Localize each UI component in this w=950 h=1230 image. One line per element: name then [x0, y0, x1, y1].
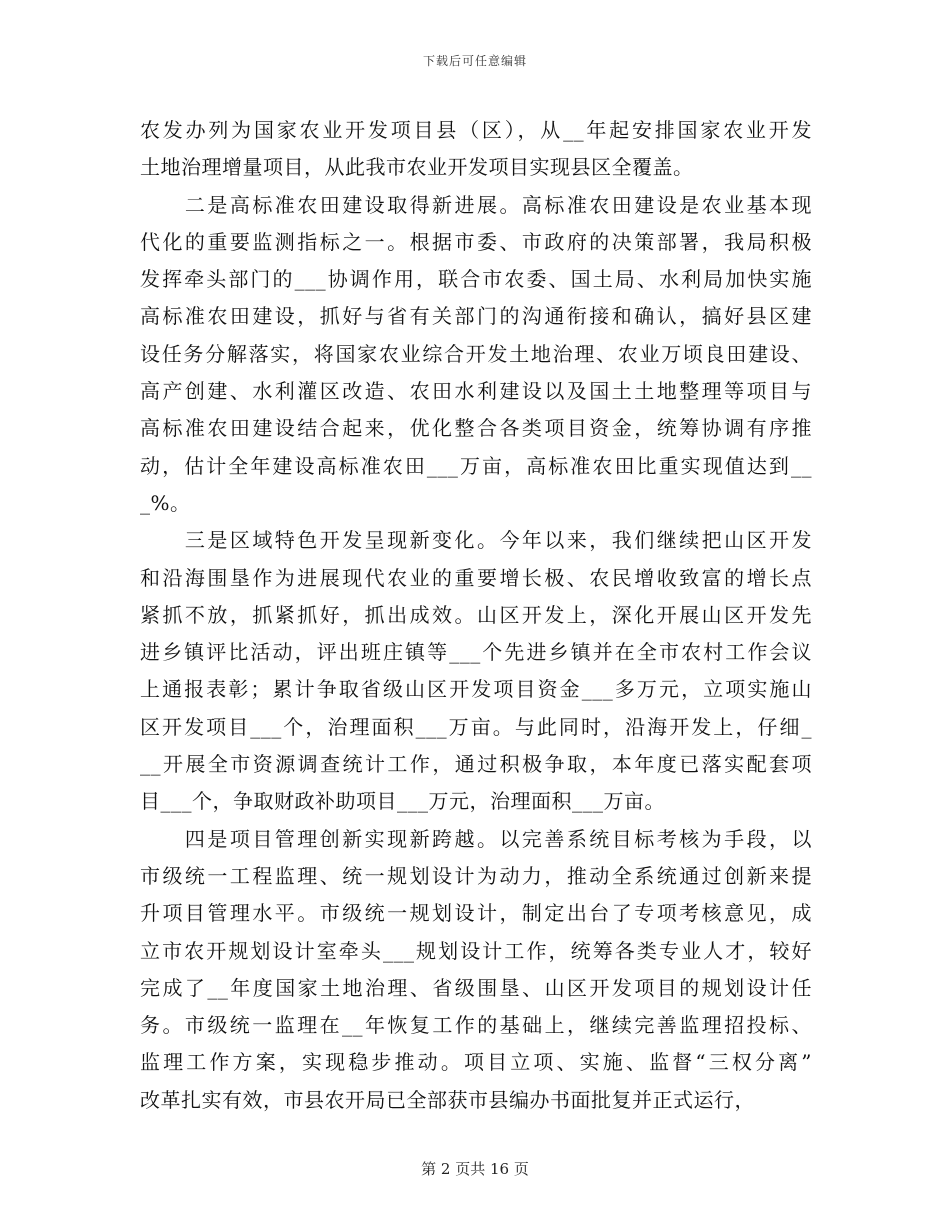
paragraph-line: 高标准农田建设结合起来，优化整合各类项目资金，统筹协调有序推 [140, 416, 812, 441]
paragraph-line: 进乡镇评比活动，评出班庄镇等___个先进乡镇并在全市农村工作会议 [140, 640, 812, 665]
paragraph-line: 区开发项目___个，治理面积___万亩。与此同时，沿海开发上，仔细_ [140, 714, 812, 739]
page-number-footer: 第 2 页共 16 页 [421, 1160, 529, 1178]
paragraph-line: 四是项目管理创新实现新跨越。以完善系统目标考核为手段，以 [140, 826, 812, 851]
paragraph-line: 完成了__年度国家土地治理、省级围垦、山区开发项目的规划设计任 [140, 975, 812, 1000]
paragraph-line: 农发办列为国家农业开发项目县（区），从__年起安排国家农业开发 [140, 118, 812, 142]
paragraph-line: 务。市级统一监理在__年恢复工作的基础上，继续完善监理招投标、 [140, 1013, 812, 1038]
paragraph-line: 设任务分解落实，将国家农业综合开发土地治理、农业万顷良田建设、 [140, 341, 812, 366]
page-header-note: 下载后可任意编辑 [422, 54, 527, 68]
paragraph-line: 立市农开规划设计室牵头___规划设计工作，统筹各类专业人才，较好 [140, 938, 812, 963]
paragraph-line: 改革扎实有效，市县农开局已全部获市县编办书面批复并正式运行， [140, 1087, 755, 1112]
paragraph-line: _%。 [140, 490, 191, 515]
paragraph-line: __开展全市资源调查统计工作，通过积极争取，本年度已落实配套项 [140, 752, 812, 777]
paragraph-line: 二是高标准农田建设取得新进展。高标准农田建设是农业基本现 [140, 192, 812, 217]
paragraph-line: 动，估计全年建设高标准农田___万亩，高标准农田比重实现值达到__ [140, 453, 812, 478]
paragraph-line: 紧抓不放，抓紧抓好，抓出成效。山区开发上，深化开展山区开发先 [140, 602, 812, 627]
paragraph-line: 目___个，争取财政补助项目___万元，治理面积___万亩。 [140, 789, 665, 814]
paragraph [140, 821, 812, 1119]
paragraph-line: 高产创建、水利灌区改造、农田水利建设以及国土土地整理等项目与 [140, 379, 812, 404]
paragraph-line: 高标准农田建设，抓好与省有关部门的沟通衔接和确认，搞好县区建 [140, 304, 812, 329]
paragraph [140, 187, 812, 523]
paragraph-line: 三是区域特色开发呈现新变化。今年以来，我们继续把山区开发 [140, 528, 812, 553]
paragraph-line: 和沿海围垦作为进展现代农业的重要增长极、农民增收致富的增长点 [140, 565, 812, 590]
paragraph-line: 升项目管理水平。市级统一规划设计，制定出台了专项考核意见，成 [140, 901, 812, 926]
paragraph-line: 市级统一工程监理、统一规划设计为动力，推动全系统通过创新来提 [140, 863, 812, 888]
paragraph-line: 上通报表彰；累计争取省级山区开发项目资金___多万元，立项实施山 [140, 677, 812, 702]
paragraph [140, 522, 812, 820]
paragraph-line: 发挥牵头部门的___协调作用，联合市农委、国土局、水利局加快实施 [140, 267, 812, 292]
paragraph-line: 代化的重要监测指标之一。根据市委、市政府的决策部署，我局积极 [140, 229, 812, 254]
paragraph [140, 112, 812, 187]
paragraph-line: 土地治理增量项目，从此我市农业开发项目实现县区全覆盖。 [140, 155, 694, 180]
paragraph-line: 监理工作方案，实现稳步推动。项目立项、实施、监督“三权分离” [140, 1050, 812, 1075]
document-body [140, 112, 812, 1119]
